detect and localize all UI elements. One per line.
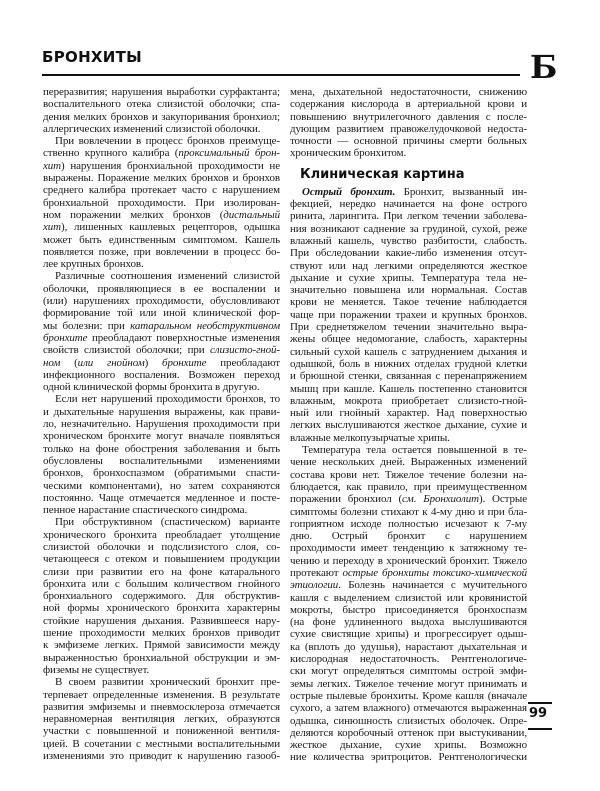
text-run: ло, незначительно. Нарушения проходимости при <box>43 418 280 431</box>
text-line <box>290 395 527 407</box>
text-line <box>43 160 280 172</box>
italic-term: слизисто-гной- <box>210 344 280 357</box>
text-line <box>290 555 527 567</box>
text-line <box>43 725 280 737</box>
text-run: одной клинической формы бронхита в другую. <box>43 381 260 394</box>
text-run: влажные мелкопузырчатые хрипы. <box>290 431 450 444</box>
text-run: мокроты, быстро присоединяется бронхоспазм <box>290 603 527 616</box>
text-run: При обследовании какие-либо изменения отсут- <box>290 247 527 260</box>
text-line <box>290 111 527 123</box>
text-line <box>43 541 280 553</box>
text-line <box>43 516 280 528</box>
text-line <box>43 590 280 602</box>
text-run: развития эмфиземы и пневмосклероза отмечается <box>43 700 280 713</box>
text-run: кашля с выделением слизистой или кровянистой <box>290 591 527 604</box>
text-run: фекцией, нередко начинается на фоне острого <box>290 198 527 211</box>
text-run: гоприятном исходе полностью исчезают к 7-му <box>290 517 527 530</box>
text-run: только на фоне обострения заболевания и быть <box>43 442 280 455</box>
text-run: При среднетяжелом течении значительно выра- <box>290 321 527 334</box>
text-line <box>43 381 280 393</box>
text-run: жены общее недомогание, слабость, характерны <box>290 333 527 346</box>
text-line <box>43 689 280 701</box>
text-run: Если нет нарушений проходимости бронхов, то <box>55 393 280 406</box>
text-run: цией. В сочетании с местными воспалительными <box>43 737 280 750</box>
text-run: . Болезнь начинается с мучительного <box>338 579 527 592</box>
text-line <box>43 578 280 590</box>
text-run: хроническим бронхитом. <box>290 147 407 160</box>
text-run: ческими компонентами), но затем сохраняются <box>43 479 280 492</box>
text-run: чение нескольких дней. Выраженных изменений <box>290 456 527 469</box>
text-line <box>43 615 280 627</box>
text-line <box>290 641 527 653</box>
text-line <box>43 320 280 332</box>
text-line <box>290 272 527 284</box>
text-run: При обструктивном (спастическом) варианте <box>55 516 280 529</box>
text-line <box>290 247 527 259</box>
text-run: слизи при развитии его на фоне катарального <box>43 565 280 578</box>
text-run: переразвития; нарушения выработки сурфактанта; <box>43 86 280 98</box>
text-run: преобладают <box>220 356 280 369</box>
text-line <box>43 147 280 159</box>
bold-italic-subheading: Острый бронхит. <box>302 185 396 198</box>
text-run: ственно крупного калибра ( <box>43 147 179 160</box>
text-run: чению и переходу в хронический бронхит. Тяжело <box>290 554 527 567</box>
text-line <box>43 258 280 270</box>
text-line <box>290 358 527 370</box>
text-line <box>290 481 527 493</box>
text-line <box>290 678 527 690</box>
text-run: бронхита или с большим количеством гнойного <box>43 577 280 590</box>
text-run: выраженностью бронхиальной обструкции и эм- <box>43 651 280 664</box>
page-number-rule-bottom <box>528 728 552 730</box>
text-line <box>43 738 280 750</box>
right-column <box>290 86 527 764</box>
text-line <box>43 664 280 676</box>
text-line <box>43 627 280 639</box>
text-line <box>43 98 280 110</box>
text-line <box>43 639 280 651</box>
text-run: формирование той или иной клинической фор- <box>43 307 280 320</box>
text-line <box>290 309 527 321</box>
italic-term: острые бронхиты токсико-химической <box>342 566 527 579</box>
text-line <box>43 443 280 455</box>
text-run: деляются коробочный оттенок при выстукивании, <box>290 726 527 739</box>
text-run: мена, дыхательной недостаточности, снижению <box>290 86 527 98</box>
left-column-text <box>43 86 280 762</box>
text-line <box>43 676 280 688</box>
text-line <box>290 123 527 135</box>
running-title: БРОНХИТЫ <box>42 48 143 66</box>
text-line <box>43 209 280 221</box>
text-line <box>290 530 527 542</box>
right-column-text-top <box>290 86 527 160</box>
text-line <box>290 198 527 210</box>
text-run: повышению внутрилегочного давления с после- <box>290 110 527 123</box>
text-line <box>290 147 527 159</box>
text-line <box>43 344 280 356</box>
text-run: ), лишенных кашлевых рецепторов, одышка <box>61 221 280 234</box>
italic-term: бронхите <box>43 331 88 344</box>
text-line <box>290 383 527 395</box>
text-run: ) <box>144 356 163 369</box>
text-line <box>290 751 527 763</box>
italic-term: хит <box>43 221 62 234</box>
text-line <box>43 234 280 246</box>
text-run: преобладают поверхностные изменения <box>87 331 280 344</box>
text-line <box>290 518 527 530</box>
text-line <box>290 616 527 628</box>
text-run: дыхание и сухие хрипы. Температура тела не- <box>290 271 527 284</box>
text-run: бронхиального содержимого. Для обструктив- <box>43 590 280 603</box>
text-run: При вовлечении в процесс бронхов преимуще- <box>55 135 280 148</box>
text-run: свойств слизистой оболочки; при <box>43 344 211 357</box>
text-run: слизистой оболочки и подслизистого слоя, со- <box>43 540 280 553</box>
text-line <box>290 407 527 419</box>
text-run: терпевает определенные изменения. В результате <box>43 688 280 701</box>
text-line <box>290 727 527 739</box>
text-run: сухие свистящие хрипы) и прогрессирует одыш- <box>290 628 527 641</box>
text-line <box>43 529 280 541</box>
text-line <box>290 346 527 358</box>
text-run: четающееся с отеком и повышением продукции <box>43 553 280 566</box>
text-run: неравномерная вентиляция легких, образуются <box>43 713 280 726</box>
text-line <box>290 456 527 468</box>
text-line <box>290 702 527 714</box>
text-run: легких выслушиваются жесткое дыхание, сухие и <box>290 419 527 432</box>
text-run: Бронхит, вызванный ин- <box>395 185 527 198</box>
text-line <box>290 296 527 308</box>
text-line <box>43 713 280 725</box>
text-line <box>290 604 527 616</box>
text-run: обусловлены воспалительными изменениями <box>43 454 280 467</box>
text-line <box>290 628 527 640</box>
text-run: физемы не существует. <box>43 663 150 676</box>
text-run: шение проходимости мелких бронхов приводит <box>43 627 280 640</box>
text-run: блюдается, как правило, при преимущественном <box>290 480 527 493</box>
text-run: бронхов, бронхоспазмом (обратимыми спасти- <box>43 467 280 480</box>
text-run: одышка, синюшность слизистых оболочек. Опре- <box>290 714 527 727</box>
section-heading: Клиническая картина <box>300 166 465 182</box>
text-run: и брюшной стенки, связанная с перенапряжением <box>290 370 527 383</box>
text-run: острые пылевые бронхиты. Кроме кашля (вначале <box>290 689 527 702</box>
text-run: протекают <box>290 566 343 579</box>
text-line <box>43 455 280 467</box>
text-line <box>290 506 527 518</box>
text-line <box>43 492 280 504</box>
text-line <box>43 553 280 565</box>
text-run: В своем развитии хронический бронхит пре- <box>55 676 280 689</box>
section-letter: Б <box>530 48 558 86</box>
text-line <box>290 210 527 222</box>
text-line <box>43 197 280 209</box>
text-run: значительно повышена или нормальная. Состав <box>290 284 527 297</box>
text-line <box>290 284 527 296</box>
text-run: сухого, а затем влажного) отмечаются выраженная <box>290 702 527 715</box>
text-run: симптомы болезни стихают к 4-му дню и при бла- <box>290 505 527 518</box>
text-run: проходимости имеет тенденцию к затяжному те- <box>290 542 527 555</box>
text-line <box>43 566 280 578</box>
text-run: пенное нарастание спастического синдрома. <box>43 504 248 517</box>
text-line <box>43 221 280 233</box>
text-run: воспалительного отека слизистой оболочки; спа- <box>43 98 280 111</box>
text-line <box>290 432 527 444</box>
text-run: мы болезни: при <box>43 319 131 332</box>
text-run: крови не меняется. Такое течение наблюдается <box>290 296 527 309</box>
text-line <box>43 123 280 135</box>
page-number: 99 <box>529 706 548 721</box>
text-line <box>43 467 280 479</box>
text-line <box>290 223 527 235</box>
text-line <box>290 493 527 505</box>
italic-term: этиологии <box>290 579 339 592</box>
text-run: ствуют или над легкими определяются жесткое <box>290 259 527 272</box>
text-line <box>43 135 280 147</box>
text-line <box>43 406 280 418</box>
text-line <box>290 469 527 481</box>
page-number-rule-top <box>528 702 552 704</box>
text-run: ка (вплоть до удушья), нарастают дыхательная и <box>290 640 527 653</box>
text-line <box>43 307 280 319</box>
text-run: появляется позже, при вовлечении в процесс бо- <box>43 245 280 258</box>
text-run: выражены. Поражение мелких бронхов и бронхов <box>43 172 280 185</box>
left-column <box>43 86 280 762</box>
header-rule <box>42 74 520 76</box>
text-run: оболочки, проявляющиеся в ее воспалении и <box>43 282 280 295</box>
text-line <box>43 111 280 123</box>
italic-term: катаральном необструктивном <box>130 319 280 332</box>
text-run: к эмфиземе легких. Прямой зависимости между <box>43 639 280 652</box>
text-line <box>290 690 527 702</box>
text-run: дующим развитием правожелудочковой недоста- <box>290 122 527 135</box>
text-run: (или) нарушениях проходимости, обусловливают <box>43 295 280 308</box>
text-line <box>290 715 527 727</box>
right-column-text <box>290 186 527 764</box>
text-run: бронхиальной проходимости. При изолирован- <box>43 196 280 209</box>
italic-term: или гнойном <box>77 356 145 369</box>
text-line <box>43 369 280 381</box>
text-line <box>290 444 527 456</box>
text-run: может быть единственным симптомом. Кашель <box>43 233 280 246</box>
text-line <box>290 86 527 98</box>
text-line <box>43 283 280 295</box>
text-line <box>43 172 280 184</box>
text-run: стойкие нарушения дыхания. Развившееся нару- <box>43 614 280 627</box>
text-line <box>43 430 280 442</box>
text-run: Температура тела остается повышенной в те- <box>302 444 527 457</box>
text-line <box>290 235 527 247</box>
text-line <box>43 480 280 492</box>
text-run: аллергических изменений слизистой оболочки. <box>43 122 261 135</box>
text-run: чаще при поражении трахеи и крупных бронхов. <box>290 308 527 321</box>
text-run: кислородная недостаточность. Рентгенологиче- <box>290 653 527 666</box>
text-run: ния возникают саднение за грудиной, сухой, реже <box>290 222 527 235</box>
text-line <box>43 750 280 762</box>
text-run: лее крупных бронхов. <box>43 258 144 271</box>
text-line <box>290 370 527 382</box>
italic-term: ном <box>43 356 61 369</box>
italic-term: бронхите <box>162 356 207 369</box>
text-line <box>43 332 280 344</box>
text-run: среднего калибра протекает часто с нарушением <box>43 184 280 197</box>
italic-term: хит <box>43 159 62 172</box>
text-run: ) нарушения бронхиальной проходимости не <box>61 159 280 172</box>
text-run: земы легких. Тяжелое течение могут принимать и <box>290 677 527 690</box>
text-run: Различные соотношения изменений слизистой <box>55 270 280 283</box>
text-run: (на фоне удлиненного выдоха выслушиваются <box>290 616 527 629</box>
text-line <box>43 393 280 405</box>
text-run: влажным, мокрота приобретает слизисто-гной- <box>290 394 527 407</box>
text-line <box>43 357 280 369</box>
text-run: постоянно. Чаще отмечается медленное и посте- <box>43 491 280 504</box>
text-line <box>290 567 527 579</box>
text-run: влажный кашель, чувство разбитости, слабость. <box>290 234 527 247</box>
text-run: ринита, ларингита. При легком течении заболева- <box>290 210 527 223</box>
text-run: ном поражении мелких бронхов ( <box>43 208 224 221</box>
italic-term: дистальный <box>223 208 280 221</box>
text-run: поражении бронхиол ( <box>290 493 403 506</box>
text-line <box>290 135 527 147</box>
text-line <box>43 602 280 614</box>
text-run: одышкой, боль в нижних отделах грудной клетки <box>290 357 527 370</box>
text-line <box>290 419 527 431</box>
text-line <box>290 186 527 198</box>
text-run: дения мелких бронхов и закупоривания бронхиол; <box>43 110 280 123</box>
text-line <box>290 665 527 677</box>
text-run: изменениями это приводит к нарушению газооб- <box>43 750 280 763</box>
text-line <box>43 86 280 98</box>
text-line <box>290 579 527 591</box>
text-run: хроническом бронхите могут вначале появляться <box>43 430 280 443</box>
text-line <box>290 653 527 665</box>
text-line <box>290 542 527 554</box>
text-run: ( <box>60 356 78 369</box>
text-line <box>290 98 527 110</box>
text-line <box>290 592 527 604</box>
text-line <box>43 295 280 307</box>
text-line <box>290 321 527 333</box>
text-line <box>43 270 280 282</box>
text-line <box>43 184 280 196</box>
text-line <box>43 652 280 664</box>
text-run: ). Острые <box>479 493 527 506</box>
text-line <box>43 701 280 713</box>
italic-term: проксимальный брон- <box>178 147 280 160</box>
text-run: хронического бронхита преобладает утолщение <box>43 528 280 541</box>
text-line <box>290 260 527 272</box>
text-run: жесткое дыхание, сухие хрипы. Возможно <box>290 739 527 752</box>
text-run: участки с повышенной и пониженной вентиля- <box>43 725 280 738</box>
text-run: состава крови нет. Тяжелое течение болезни на- <box>290 468 527 481</box>
text-line <box>290 739 527 751</box>
text-run: точности — основной причины смерти больных <box>290 135 527 148</box>
text-line <box>43 418 280 430</box>
text-run: дню. Острый бронхит с нарушением <box>290 530 527 543</box>
text-line <box>43 504 280 516</box>
text-run: мышц при кашле. Кашель постепенно становится <box>290 382 527 395</box>
text-line <box>43 246 280 258</box>
text-run: содержания кислорода в артериальной крови и <box>290 98 527 111</box>
text-run: ние количества эритроцитов. Рентгенологически <box>290 751 527 764</box>
text-run: ный или гнойный характер. Над поверхностью <box>290 407 527 420</box>
text-run: ски могут определяться симптомы острой эмфи- <box>290 665 527 678</box>
text-run: сильный сухой кашель с затруднением дыхания и <box>290 345 527 358</box>
text-run: инфекционного воспаления. Возможен переход <box>43 368 280 381</box>
text-line <box>290 333 527 345</box>
text-run: и дыхательные нарушения выражены, как прави- <box>43 405 280 418</box>
text-run: ной формы хронического бронхита характерны <box>43 602 280 615</box>
italic-term: см. Бронхиолит <box>402 493 479 506</box>
